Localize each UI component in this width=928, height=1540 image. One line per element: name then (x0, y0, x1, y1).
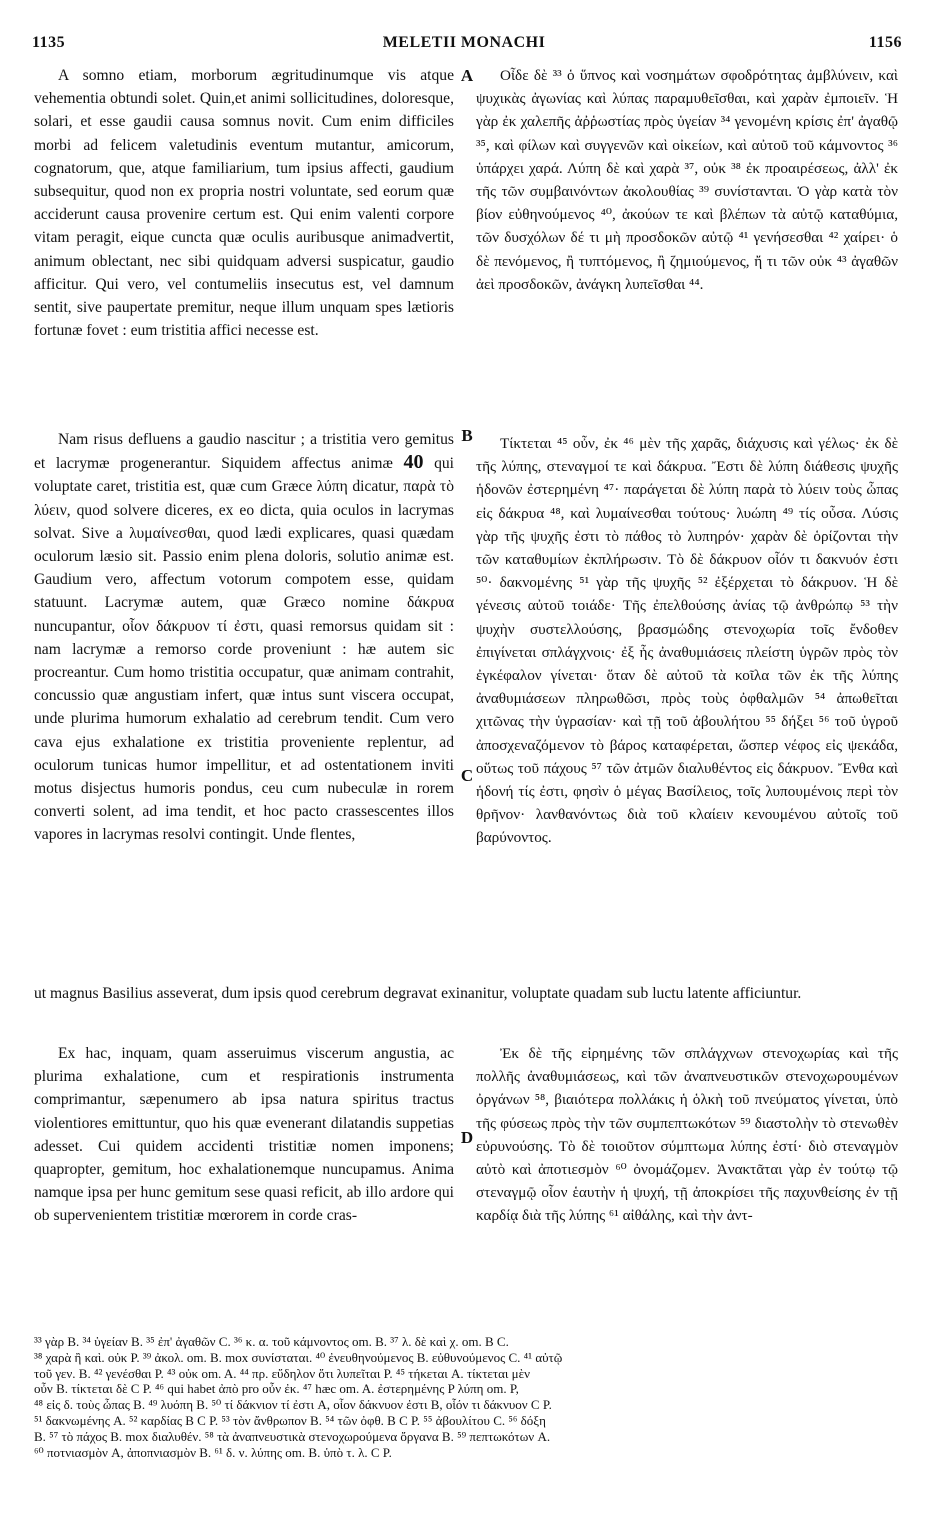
footnote-line: ³³ γὰρ B. ³⁴ ὑγείαν B. ³⁵ ἐπ' ἀγαθῶν C. ³⁶ κ. α. τοῦ κάμνοντος om. B. ³⁷ λ. δὲ καὶ χ. om. B C. (34, 1334, 509, 1349)
section-marker-b: B (461, 426, 473, 445)
greek-paragraph-3: Ἐκ δὲ τῆς εἰρημένης τῶν σπλάγχνων στενοχωρίας καὶ τῆς πολλῆς ἀναθυμιάσεως, καὶ τῶν ἀναπνευστικῶν στενοχωρουμένων ὀργάνων ⁵⁸, βιαιότερα πολλάκις ἡ ὁλκὴ τοῦ πνεύματος γίνεται, ὑπὸ τῆς φύσεως πρὸς τὴν τῶν συμπεπτωκότων ⁵⁹ διαστολὴν τὸ στενωθὲν εὐρυνούσης. Τὸ δὲ τοιοῦτον σύμπτωμα λύπης ἐστί· διὸ στεναγμὸν αὐτὸ καὶ ἀποτιεσμὸν ⁶⁰ ὀνομάζομεν. Ἀνακτᾶται γὰρ ἐν τούτῳ τῷ στεναγμῷ οἷον ἑαυτὴν ἡ ψυχή, τῇ ἀποκρίσει τῆς παχυνθείσης ἐν τῇ καρδίᾳ διὰ τῆς λύπης ⁶¹ αἰθάλης, καὶ τὴν ἀντ- (476, 1045, 898, 1225)
latin-paragraph-2 (34, 428, 454, 847)
right-column-number: 1156 (868, 34, 902, 51)
latin-paragraph-3: Ex hac, inquam, quam asseruimus viscerum angustia, ac plurima exhalatione, cum et respirationis instrumenta comprimantur, sæpenumero ab ipsa natura spiritus tractus violentiores emittuntur, quo his quæ evenerant dilatandis suppetias adesset. Cui quidem accidenti tristitiæ nomen imponens; quapropter, gemitum, hoc exhalationemque nuncupamus. Anima namque ipsa per hunc gemitum sese quasi reficit, ab illo ardore qui ob supervenientem tristitiæ mœrorem in corde cras- (34, 1045, 454, 1225)
footnote-line: ⁶⁰ ποτνιασμὸν A, ἀποπνιασμὸν B. ⁶¹ δ. ν. λύπης om. B. ὑπὸ τ. λ. C P. (34, 1444, 392, 1460)
latin-paragraph-2-start: Nam risus defluens a gaudio nascitur ; a tristitia vero gemitus et lacrymæ progenerantur. Siquidem affectus animæ (34, 431, 454, 473)
page-section-number: 40 (403, 451, 424, 474)
left-column-number: 1135 (32, 34, 66, 51)
footnotes (34, 1334, 900, 1460)
latin-paragraph-2-wide-line: ut magnus Basilius asseverat, dum ipsis quod cerebrum degravat exinanitur, voluptate quadam sub luctu latente afficiuntur. (34, 985, 802, 1002)
running-title: MELETII MONACHI (382, 34, 546, 51)
footnote-line: οὖν B. τίκτεται δὲ C P. ⁴⁶ qui habet ἀπὸ pro οὖν ἐκ. ⁴⁷ hæc om. A. ἐστερημένης P λύπη om. P, (34, 1381, 519, 1397)
footnote-line: ³⁸ χαρὰ ἢ καὶ. οὐκ P. ³⁹ ἀκολ. om. B. mox συνίσταται. ⁴⁰ ἐνευθηνούμενος B. εὐθυνούμενος C. ⁴¹ αὐτῷ (34, 1349, 563, 1365)
section-marker-a: A (460, 66, 474, 85)
footnote-line: ⁴⁸ εἰς δ. τοὺς ὦπας B. ⁴⁹ λυόπη B. ⁵⁰ τί δάκνιον τί ἐστι A, οἷον δάκνυον ἐστι B, οἷόν τι δάκνυον C P. (34, 1397, 552, 1413)
section-marker-d: D (460, 1128, 474, 1147)
greek-paragraph-1: Οἶδε δὲ ³³ ὁ ὕπνος καὶ νοσημάτων σφοδρότητας ἀμβλύνειν, καὶ ψυχικὰς ἀγωνίας καὶ λύπας παραμυθεῖσθαι, καὶ χαρὰν ἐμποιεῖν. Ἡ γὰρ ἐκ χαλεπῆς ἀῤῥωστίας πρὸς ὑγείαν ³⁴ γενομένη κρίσις ἐπ' ἀγαθῷ ³⁵, καὶ φίλων καὶ συγγενῶν καὶ οἰκείων, καὶ αὐτοῦ τοῦ κάμνοντος ³⁶ ὑπάρχει χαρά. Λύπη δὲ καὶ χαρὰ ³⁷, οὐκ ³⁸ ἐκ προαιρέσεως, ἀλλ' ἐκ τῆς τῶν συμβαινόντων ἀκολουθίας ³⁹ συνίστανται. Ὁ γὰρ κατὰ τὸν βίον εὐθηνούμενος ⁴⁰, ἀκούων τε καὶ βλέπων τὰ αὐτῷ καταθύμια, τῶν δυσχόλων δέ τι μὴ προσδοκῶν αὐτῷ ⁴¹ γενήσεσθαι ⁴² χαίρει· ὁ δὲ πενόμενος, ἢ τυπτόμενος, ἢ ζημιούμενος, ἤ τι τῶν οὐκ ⁴³ ἀγαθῶν ἀεὶ προσδοκῶν, ἀνάγκη λυπεῖσθαι ⁴⁴. (476, 67, 898, 293)
latin-paragraph-2-rest: qui voluptate caret, tristitia est, quæ cum Græce λύπη dicatur, παρὰ τὸ λύειν, quod solvere diceres, ex eo dicta, quia oculos in lacrymas solvat. Sive a λυμαίνεσθαι, quod lædi explicares, quasi quædam oculorum læsio sit. Passio enim plena doloris, solutio animæ est. Gaudium vero, affectum votorum compotem esse, quidam statuunt. Lacrymæ autem, quæ Græco nomine δάκρυα nuncupantur, οἷον δάκρυον τί ἐστι, quasi remorsus quidam sit : nam lacrymæ a remorso corde proveniunt : hæ autem sic procreantur. Cum homo tristitia occupatur, quæ animam contrahit, concussio quæ angustiam infert, quæ intus sunt viscera occupat, unde plurima humorum exhalatio ad cerebrum tendit. Cum vero cava ejus exhalatione ex tristitia proveniente replentur, ad oculorum tunicas humor impellitur, et ad ostentationem inviti motus disjectus humoris pondus, ceu cum nubeculæ in rorem converti solent, ad ima tendit, et hoc pacto crassescentes illos vapores in lacrymas resolvi contingit. Unde flentes, (34, 455, 455, 844)
section-marker-c: C (460, 766, 474, 785)
greek-paragraph-2: Τίκτεται ⁴⁵ οὖν, ἐκ ⁴⁶ μὲν τῆς χαρᾶς, διάχυσις καὶ γέλως· ἐκ δὲ τῆς λύπης, στεναγμοί τε καὶ δάκρυα. Ἔστι δὲ λύπη διάθεσις ψυχῆς ἡδονῶν ἐστερημένη ⁴⁷· παράγεται δὲ λύπη παρὰ τὸ λύειν τοὺς ὦπας εἰς δάκρυα ⁴⁸, καὶ λυμαίνεσθαι τούτους· λυώπη ⁴⁹ τίς οὖσα. Λύσις γὰρ τῆς ψυχῆς ἐστι τὸ πάθος τὸ λυπηρόν· χαρὰν δὲ ὁρίζονται τὴν τῶν καταθυμίων ἐκπλήρωσιν. Τὸ δὲ δάκρυον οἷόν τι δακνυόν ἐστι ⁵⁰· δακνομένης ⁵¹ γὰρ τῆς ψυχῆς ⁵² ἐξέρχεται τὸ δάκρυον. Ἡ δὲ γένεσις αὐτοῦ τοιάδε· Τῆς ἐπελθούσης ἀνίας τῷ ἀνθρώπῳ ⁵³ τὴν ψυχὴν συστελλούσης, βρασμώδης στενοχωρία τοῖς ἔνδοθεν ἐπιγίνεται σπλάγχνοις· ἐξ ἧς ἀναθυμιάσεις πλείστη ὑγρῶν πρὸς τὸν ἐγκέφαλον γίνεται· ὅταν δὲ αὐτοῦ τὰ κοῖλα τῶν ἐκ τῆς λύπης ἀναθυμιάσεων πληρωθῶσι, πρὸς τοὺς ὀφθαλμῶν ⁵⁴ ἀπωθεῖται χιτῶνας τὴν ὑγρασίαν· καὶ τῇ τοῦ ἀβουλήτου ⁵⁵ δήξει ⁵⁶ τοῦ ὑγροῦ ἀποσχεναζόμενον τὸ βάρος καταφέρεται, ὥσπερ νέφος εἰς ψεκάδα, οὕτως τοῦ πάχους ⁵⁷ τῶν ἀτμῶν διαλυθέντος εἰς δάκρυον. Ἔνθα καὶ ἡδονή τίς ἐστι, φησὶν ὁ μέγας Βασίλειος, τοῖς λυπουμένοις περὶ τὸν θρῆνον· λανθανόντως διὰ τοῦ κλαίειν κενουμένου αὐτοῖς τοῦ βαρύνοντος. (476, 435, 898, 847)
footnote-line: τοῦ γεν. B. ⁴² γενέσθαι P. ⁴³ οὐκ om. A. ⁴⁴ πρ. εὔδηλον ὅτι λυπεῖται P. ⁴⁵ τήκεται A. τίκτεται μὲν (34, 1365, 530, 1381)
footnote-line: B. ⁵⁷ τὸ πάχος B. mox διαλυθέν. ⁵⁸ τὰ ἀναπνευστικὰ στενοχωρούμενα ὄργανα B. ⁵⁹ πεπτωκότων A. (34, 1428, 551, 1444)
latin-paragraph-1: A somno etiam, morborum ægritudinumque vis atque vehementia obtundi solet. Quin,et animi sollicitudines, doloresque, solari, et esse gaudii causa somnus novit. Cum enim difficiles morbi ad felicem valetudinis eventum mutantur, amicorum, cognatorum, que, atque familiarium, tum ipsius affecti, gaudium subsequitur, quod non ex propria nostri voluntate, sed eorum quæ acciderunt causa provenire certum est. Qui enim valenti corpore vitam peragit, eique cuncta quæ oculis auribusque animadvertit, animum oblectant, nec sibi quidquam adversi suspicatur, gaudio afficitur. Qui vero, vel contumeliis insecutus est, vel damnum sentit, sive paupertate premitur, neque illum unquam spes lætioris fortunæ fovet : eum tristitia affici necesse est. (34, 67, 454, 340)
footnote-line: ⁵¹ δακνωμένης A. ⁵² καρδίας B C P. ⁵³ τὸν ἄνθρωπον B. ⁵⁴ τῶν ὀφθ. B C P. ⁵⁵ ἀβουλίτου C. ⁵⁶ δόξη (34, 1412, 546, 1428)
